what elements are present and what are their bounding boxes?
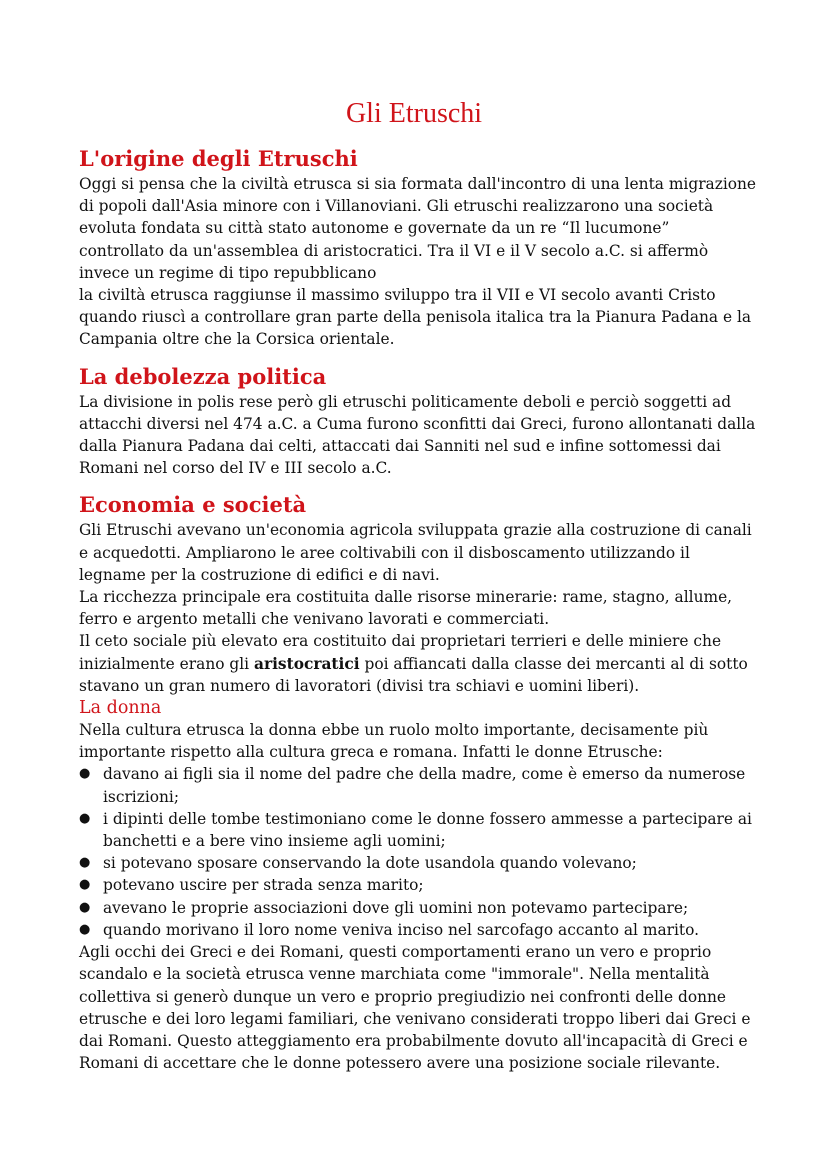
list-item [79, 808, 759, 852]
paragraph-ceto [79, 630, 759, 697]
section-heading-economia: Economia e società [79, 492, 307, 518]
list-item-text: avevano le proprie associazioni dove gli uomini non potevamo partecipare; [103, 898, 689, 917]
list-item-text: potevano uscire per strada senza marito; [103, 876, 424, 895]
bullet-icon: ● [79, 855, 91, 871]
list-item-text: si potevano sposare conservando la dote usandola quando volevano; [103, 854, 637, 873]
section-debolezza [79, 363, 759, 480]
subsection-heading-donna: La donna [79, 698, 162, 719]
bullet-icon: ● [79, 877, 91, 893]
bullet-icon: ● [79, 766, 91, 782]
paragraph: Gli Etruschi avevano un'economia agricola sviluppata grazie alla costruzione di canali e acquedotti. Ampliarono le aree coltivabili con il disboscamento utilizzando il legname per la costruzione di edifici e di navi. [79, 521, 752, 584]
paragraph: Agli occhi dei Greci e dei Romani, questi comportamenti erano un vero e proprio scandalo e la società etrusca venne marchiata come "immorale". Nella mentalità collettiva si generò dunque un vero e proprio pregiudizio nei confronti delle donne etrusche e dei loro legami familiari, che venivano considerati troppo liberi dai Greci e dai Romani. Questo atteggiamento era probabilmente dovuto all'incapacità di Greci e Romani di accettare che le donne potessero avere una posizione sociale rilevante. [79, 943, 751, 1073]
section-economia [79, 491, 759, 697]
paragraph: Nella cultura etrusca la donna ebbe un ruolo molto importante, decisamente più importante rispetto alla cultura greca e romana. Infatti le donne Etrusche: [79, 721, 709, 762]
section-donna [79, 697, 759, 1074]
section-origine [79, 145, 759, 351]
bullet-icon: ● [79, 810, 91, 826]
paragraph: La divisione in polis rese però gli etruschi politicamente deboli e perciò soggetti ad attacchi diversi nel 474 a.C. a Cuma furono sconfitti dai Greci, furono allontanati dalla dalla Pianura Padana dai celti, attaccati dai Sanniti nel sud e infine sottomessi dai Romani nel corso del IV e III secolo a.C. [79, 392, 756, 478]
ceto-bold-term: aristocratici [254, 654, 360, 673]
bullet-icon: ● [79, 899, 91, 915]
bullet-icon: ● [79, 921, 91, 937]
paragraph: la civiltà etrusca raggiunse il massimo sviluppo tra il VII e VI secolo avanti Cristo quando riuscì a controllare gran parte della penisola italica tra la Pianura Padana e la Campania oltre che la Corsica orientale. [79, 286, 752, 349]
list-item [79, 763, 759, 807]
list-item-text: davano ai figli sia il nome del padre che della madre, come è emerso da numerose iscrizioni; [103, 765, 746, 806]
section-heading-origine: L'origine degli Etruschi [79, 146, 358, 171]
list-item [79, 852, 759, 874]
list-item [79, 874, 759, 896]
document-body [79, 145, 759, 1074]
paragraph: La ricchezza principale era costituita dalle risorse minerarie: rame, stagno, allume, ferro e argento metalli che venivano lavorati e commerciati. [79, 588, 733, 629]
document-title: Gli Etruschi [345, 98, 483, 129]
list-item [79, 919, 759, 941]
section-heading-debolezza: La debolezza politica [79, 363, 327, 389]
list-item-text: i dipinti delle tombe testimoniano come le donne fossero ammesse a partecipare ai banchetti e a bere vino insieme agli uomini; [103, 809, 752, 851]
ceto-text-after: poi affiancati dalla classe dei mercanti al di sotto stavano un gran numero di lavoratori (divisi tra schiavi e uomini liberi). [79, 654, 748, 695]
bullet-list [79, 763, 759, 941]
paragraph: Oggi si pensa che la civiltà etrusca si sia formata dall'incontro di una lenta migrazione di popoli dall'Asia minore con i Villanoviani. Gli etruschi realizzarono una società evoluta fondata su città stato autonome e governate da un re “Il lucumone” controllato da un'assemblea di aristocratici. Tra il VI e il V secolo a.C. si affermò invece un regime di tipo repubblicano [79, 175, 757, 282]
ceto-text-before: Il ceto sociale più elevato era costituito dai proprietari terrieri e delle miniere che inizialmente erano gli [79, 632, 722, 673]
list-item [79, 897, 759, 919]
list-item-text: quando morivano il loro nome veniva inciso nel sarcofago accanto al marito. [103, 920, 699, 939]
